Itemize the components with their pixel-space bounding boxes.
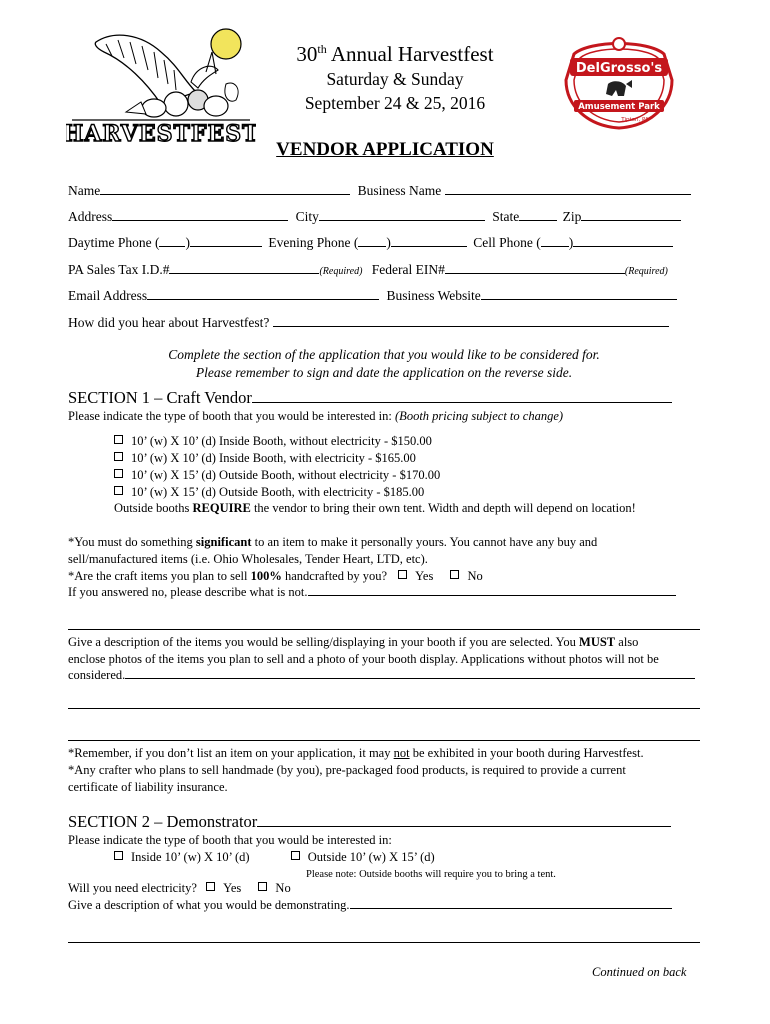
state-field[interactable]	[519, 208, 557, 221]
heard-row: How did you hear about Harvestfest?	[68, 314, 669, 331]
svg-text:Tipton, PA: Tipton, PA	[621, 117, 649, 123]
cell-area-code-field[interactable]	[541, 234, 569, 247]
electricity-yes-checkbox[interactable]	[206, 882, 215, 891]
answered-no-field[interactable]	[308, 584, 676, 596]
delgrossos-logo	[560, 34, 678, 132]
svg-text:Amusement Park: Amusement Park	[578, 102, 660, 112]
form-title: VENDOR APPLICATION	[276, 139, 494, 160]
description-line-2: enclose photos of the items you plan to sell and a photo of your booth display. Applications without photos will not be	[68, 652, 659, 666]
outside-booth-checkbox[interactable]	[291, 851, 300, 860]
name-row: Name Business Name	[68, 182, 691, 199]
cell-phone-field[interactable]	[573, 234, 673, 247]
name-field[interactable]	[100, 182, 350, 195]
section-2-tent-note: Please note: Outside booths will require you to bring a tent.	[306, 869, 556, 880]
section-2-heading: SECTION 2 – Demonstrator	[68, 812, 671, 832]
event-dates: September 24 & 25, 2016	[304, 93, 486, 113]
delgrossos-wordmark: DelGrosso's	[575, 61, 663, 76]
booth-option-3[interactable]: 10’ (w) X 15’ (d) Outside Booth, without electricity - $170.00	[114, 467, 440, 484]
business-name-field[interactable]	[445, 182, 691, 195]
checkbox-icon[interactable]	[114, 435, 123, 444]
address-field[interactable]	[112, 208, 288, 221]
yes-checkbox[interactable]	[398, 570, 407, 579]
electricity-question: Will you need electricity? Yes No	[68, 881, 291, 895]
description-field[interactable]	[125, 667, 695, 679]
pa-sales-tax-field[interactable]	[169, 261, 319, 274]
zip-field[interactable]	[581, 208, 681, 221]
cornucopia-icon	[66, 22, 256, 144]
significant-note-2: sell/manufactured items (i.e. Ohio Wholesales, Tender Heart, LTD, etc).	[68, 552, 428, 566]
booth-option-1[interactable]: 10’ (w) X 10’ (d) Inside Booth, without electricity - $150.00	[114, 433, 432, 450]
demonstration-row: Give a description of what you would be demonstrating.	[68, 897, 672, 914]
checkbox-icon[interactable]	[114, 486, 123, 495]
section-2-intro: Please indicate the type of booth that you would be interested in:	[68, 833, 392, 847]
description-line-3: considered.	[68, 667, 695, 684]
description-extra-line-2[interactable]	[68, 740, 700, 741]
harvestfest-logo	[66, 22, 256, 144]
outside-booth-note: Outside booths REQUIRE the vendor to bring their own tent. Width and depth will depend on location!	[114, 501, 636, 515]
instruction-line-1: Complete the section of the application that you would like to be considered for.	[168, 347, 600, 362]
heard-field[interactable]	[273, 314, 669, 327]
electricity-no-checkbox[interactable]	[258, 882, 267, 891]
phone-row: Daytime Phone ( ) Evening Phone ( ) Cell Phone ( )	[68, 234, 673, 251]
booth-option-2[interactable]: 10’ (w) X 10’ (d) Inside Booth, with electricity - $165.00	[114, 450, 416, 467]
checkbox-icon[interactable]	[114, 452, 123, 461]
event-days: Saturday & Sunday	[326, 69, 464, 89]
crafter-note-1: *Any crafter who plans to sell handmade (by you), pre-packaged food products, is required to provide a current	[68, 763, 626, 777]
email-row: Email Address Business Website	[68, 287, 677, 304]
demonstration-field[interactable]	[350, 897, 672, 909]
instruction-line-2: Please remember to sign and date the application on the reverse side.	[195, 365, 573, 380]
answered-no-row: If you answered no, please describe what is not.	[68, 584, 676, 601]
description-line-1: Give a description of the items you would be selling/displaying in your booth if you are selected. You MUST also	[68, 635, 639, 649]
inside-booth-checkbox[interactable]	[114, 851, 123, 860]
crafter-note-2: certificate of liability insurance.	[68, 780, 228, 794]
address-row: Address City State Zip	[68, 208, 681, 225]
answered-no-extra-line[interactable]	[68, 629, 700, 630]
handcrafted-question: *Are the craft items you plan to sell 100% handcrafted by you? Yes No	[68, 569, 483, 583]
city-field[interactable]	[319, 208, 485, 221]
tax-row: PA Sales Tax I.D.# (Required) Federal EIN# (Required)	[68, 262, 668, 277]
section-1-heading: SECTION 1 – Craft Vendor	[68, 388, 672, 408]
remember-note: *Remember, if you don’t list an item on your application, it may not be exhibited in your booth during Harvestfest.	[68, 746, 644, 760]
booth-option-4[interactable]: 10’ (w) X 15’ (d) Outside Booth, with electricity - $185.00	[114, 484, 424, 501]
demonstration-extra-line[interactable]	[68, 942, 700, 943]
daytime-phone-field[interactable]	[190, 234, 262, 247]
checkbox-icon[interactable]	[114, 469, 123, 478]
section-2-options: Inside 10’ (w) X 10’ (d) Outside 10’ (w) X 15’ (d)	[114, 849, 435, 866]
evening-phone-field[interactable]	[391, 234, 467, 247]
delgrossos-badge-icon	[560, 34, 678, 132]
section-1-intro: Please indicate the type of booth that you would be interested in: (Booth pricing subject to change)	[68, 409, 564, 423]
federal-ein-field[interactable]	[445, 261, 625, 274]
significant-note-1: *You must do something significant to an item to make it personally yours. You cannot have any buy and	[68, 535, 598, 549]
daytime-area-code-field[interactable]	[159, 234, 185, 247]
event-title: 30th Annual Harvestfest	[296, 42, 494, 66]
email-field[interactable]	[147, 287, 379, 300]
harvestfest-wordmark: HARVESTFEST	[66, 121, 256, 144]
continued-on-back: Continued on back	[592, 965, 687, 979]
description-extra-line-1[interactable]	[68, 708, 700, 709]
website-field[interactable]	[481, 287, 677, 300]
evening-area-code-field[interactable]	[358, 234, 386, 247]
no-checkbox[interactable]	[450, 570, 459, 579]
